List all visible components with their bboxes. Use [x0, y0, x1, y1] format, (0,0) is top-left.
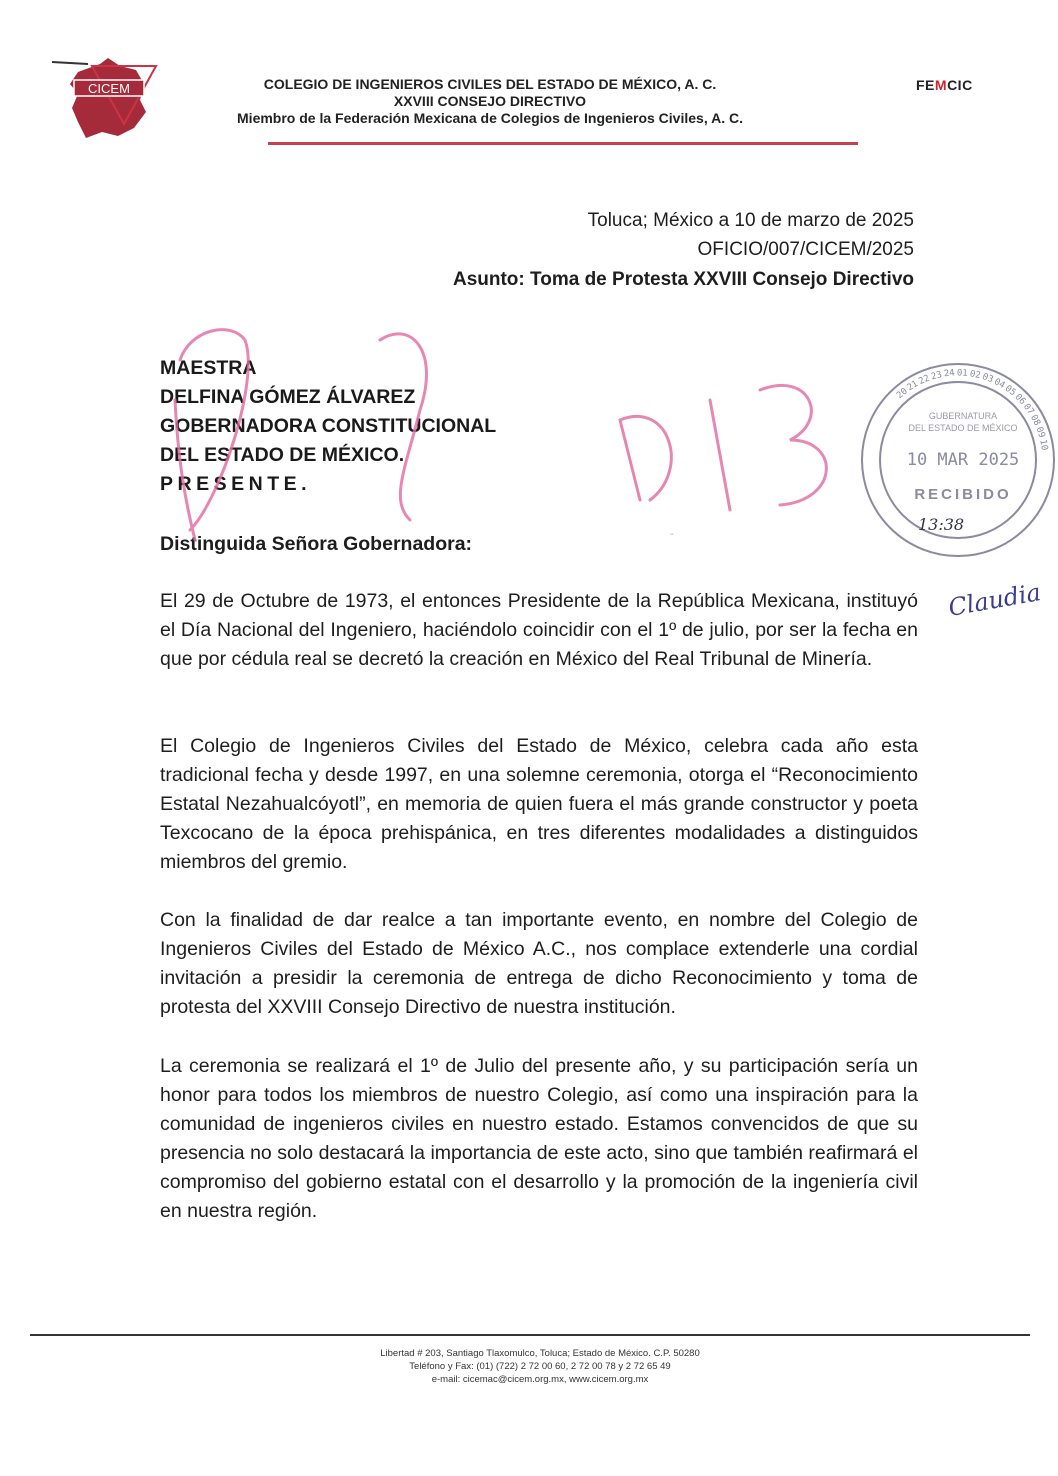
cicem-logo	[48, 50, 158, 142]
stamp-dial-number: 02	[968, 369, 982, 382]
stamp-dial-number: 07	[1020, 402, 1036, 417]
stamp-dial-number: 08	[1028, 413, 1042, 428]
body-paragraph: La ceremonia se realizará el 1º de Julio del presente año, y su participación sería un honor para todos los miembros de nuestro Colegio, así como una inspiración para la comunidad de ingenieros civiles en nuestro estado. Estamos convencidos de que su presencia no solo destacará la importancia de este acto, sino que también reafirmará el compromiso del gobierno estatal con el desarrollo y la promoción de la ingeniería civil en nuestra región.	[160, 1055, 918, 1222]
footer-address: Libertad # 203, Santiago Tlaxomulco, Toluca; Estado de México. C.P. 50280	[380, 1348, 700, 1359]
received-stamp	[848, 350, 1050, 570]
stamp-dial-number: 20	[895, 386, 910, 402]
oficio-number: OFICIO/007/CICEM/2025	[697, 239, 914, 260]
letterhead-council: XXVIII CONSEJO DIRECTIVO	[393, 93, 587, 109]
stamp-dial-number: 22	[917, 373, 932, 387]
stamp-dial-number: 09	[1033, 425, 1047, 440]
stamp-dial-number: 06	[1012, 392, 1028, 408]
subject-line: Asunto: Toma de Protesta XXVIII Consejo Directivo	[452, 269, 914, 290]
header-rule	[268, 142, 858, 145]
letterhead-org-name: COLEGIO DE INGENIEROS CIVILES DEL ESTADO DE MÉXICO, A. C.	[263, 76, 717, 92]
stamp-dial-number: 01	[956, 368, 968, 379]
footer-rule	[30, 1334, 1030, 1336]
place-date: Toluca; México a 10 de marzo de 2025	[587, 210, 914, 231]
stamp-dial-number: 23	[930, 370, 944, 383]
stamp-dial-number: 04	[992, 377, 1007, 392]
handwritten-signature: Claudia	[946, 578, 1043, 622]
body-paragraph: Con la finalidad de dar realce a tan importante evento, en nombre del Colegio de Ingenieros Civiles del Estado de México A.C., nos complace extenderle una cordial invitación a presidir la ceremonia de entrega de dicho Reconocimiento y toma de protesta del XXVIII Consejo Directivo de nuestra institución.	[160, 909, 918, 1018]
body-paragraph: El Colegio de Ingenieros Civiles del Estado de México, celebra cada año esta tradicional fecha y desde 1997, en una solemne ceremonia, otorga el “Reconocimiento Estatal Nezahualcóyotl”, en memoria de quien fuera el más grande constructor y poeta Texcocano de la época prehispánica, en tres diferentes modalidades a distinguidos miembros del gremio.	[160, 735, 918, 873]
stamp-status: RECIBIDO	[914, 486, 1012, 503]
stamp-line: GUBERNATURA	[928, 411, 998, 421]
letterhead-membership: Miembro de la Federación Mexicana de Colegios de Ingenieros Civiles, A. C.	[237, 110, 743, 126]
addressee-line: PRESENTE.	[160, 473, 312, 495]
stamp-dial-number: 24	[943, 368, 956, 380]
stamp-date: 10 MAR 2025	[906, 450, 1020, 470]
footer-phone: Teléfono y Fax: (01) (722) 2 72 00 60, 2 72 00 78 y 2 72 65 49	[409, 1361, 671, 1372]
pink-note: DIB	[670, 534, 674, 536]
stamp-dial-number: 21	[905, 379, 921, 394]
footer-email: e-mail: cicemac@cicem.org.mx, www.cicem.org.mx	[431, 1374, 649, 1385]
stamp-line: DEL ESTADO DE MÉXICO	[908, 423, 1018, 433]
addressee-line: GOBERNADORA CONSTITUCIONAL	[160, 415, 497, 437]
body-paragraph: El 29 de Octubre de 1973, el entonces Presidente de la República Mexicana, instituyó el Día Nacional del Ingeniero, haciéndolo coincidir con el 1º de julio, por ser la fecha en que por cédula real se decretó la creación en México del Real Tribunal de Minería.	[160, 590, 918, 670]
addressee-line: DELFINA GÓMEZ ÁLVAREZ	[160, 386, 416, 408]
salutation: Distinguida Señora Gobernadora:	[160, 533, 473, 555]
addressee-line: MAESTRA	[160, 357, 257, 379]
stamp-dial-number: 05	[1002, 383, 1018, 399]
stamp-time: 13:38	[918, 515, 965, 534]
logo-text: CICEM	[88, 81, 130, 96]
femcic-logo: FEMCIC	[916, 77, 973, 93]
stamp-dial-number: 03	[980, 372, 995, 386]
stamp-dial-number: 10	[1037, 438, 1050, 452]
addressee-line: DEL ESTADO DE MÉXICO.	[160, 444, 405, 466]
